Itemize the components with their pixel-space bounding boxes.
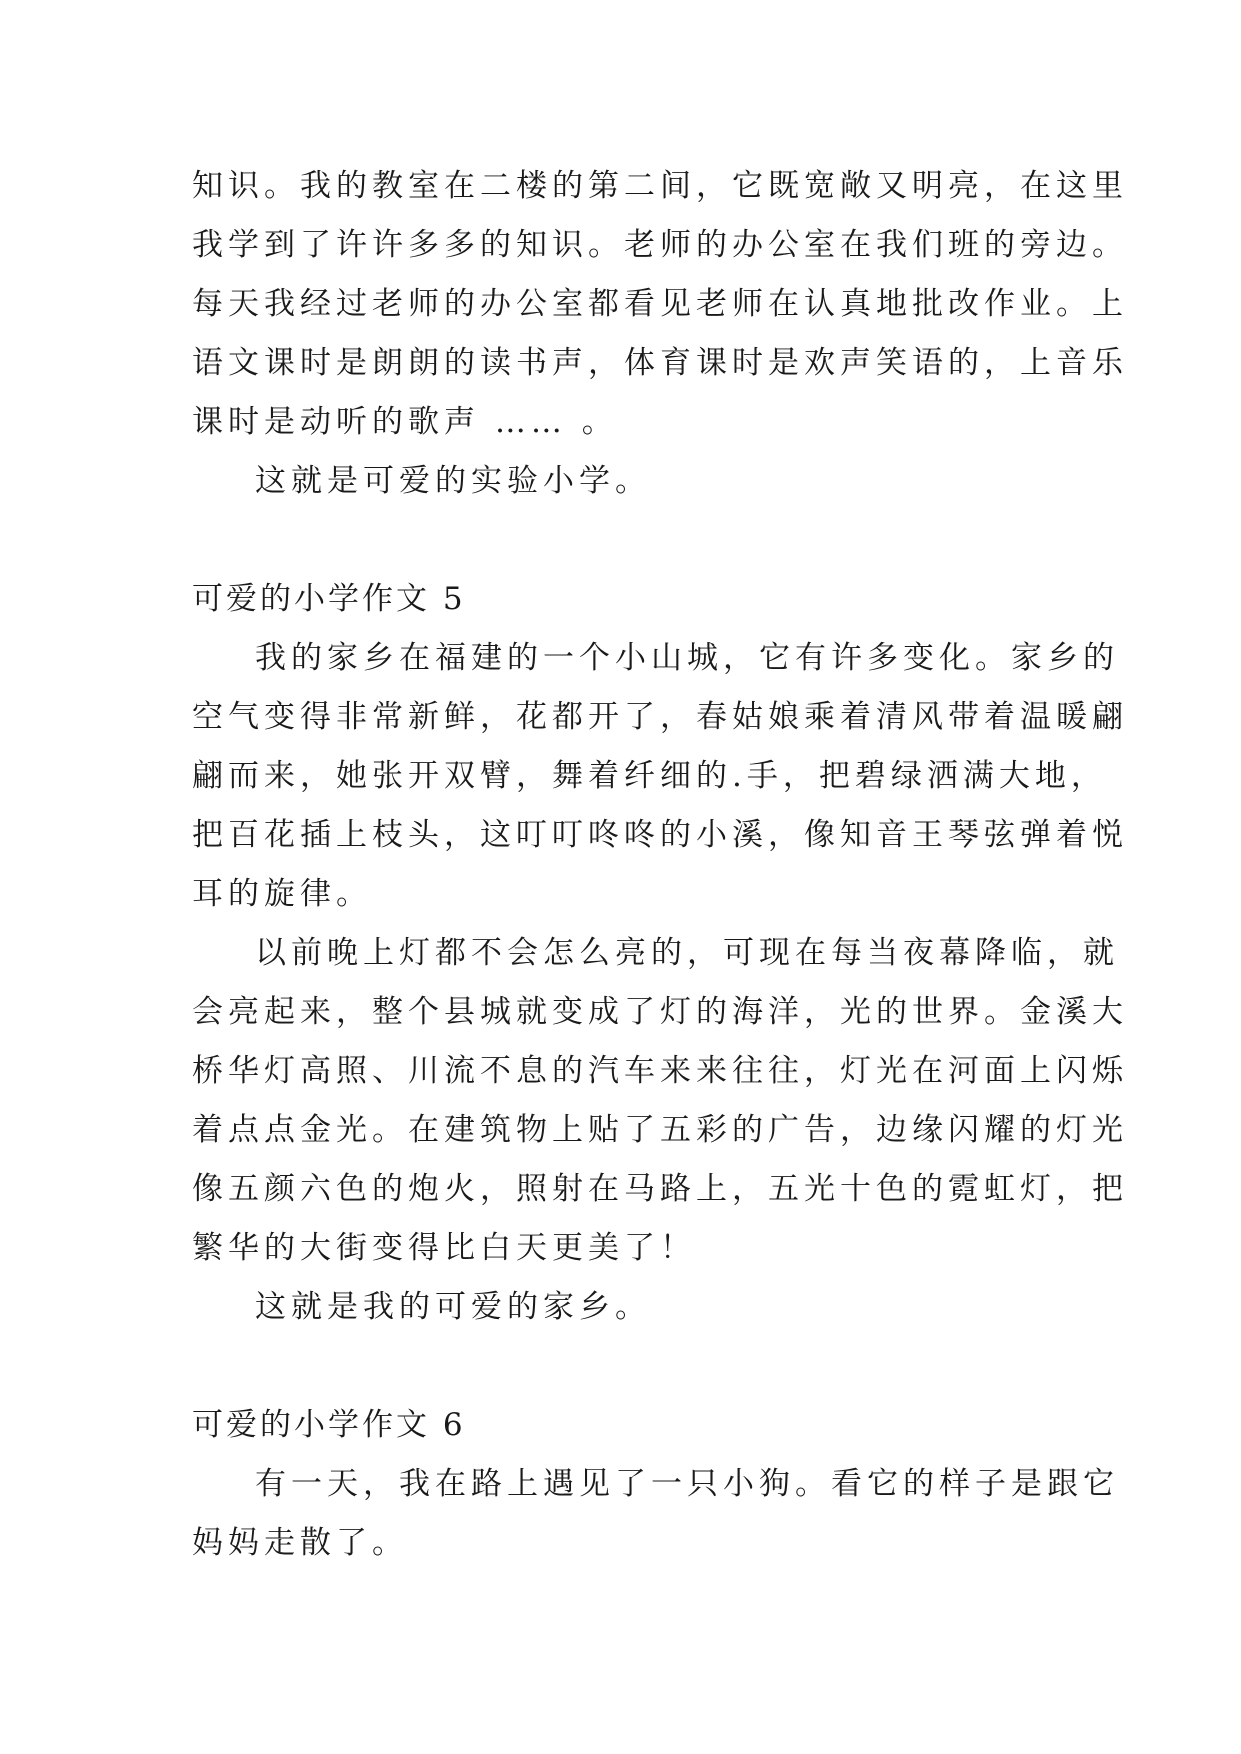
text-line: 每天我经过老师的办公室都看见老师在认真地批改作业。上 xyxy=(192,286,1128,322)
text-line: 课时是动听的歌声 …… 。 xyxy=(192,404,618,440)
text-line: 这就是可爱的实验小学。 xyxy=(255,463,651,499)
text-line: 我的家乡在福建的一个小山城，它有许多变化。家乡的 xyxy=(255,640,1119,676)
section-heading: 可爱的小学作文 6 xyxy=(192,1407,466,1443)
text-line: 有一天，我在路上遇见了一只小狗。看它的样子是跟它 xyxy=(255,1466,1119,1502)
text-line: 翩而来，她张开双臂，舞着纤细的.手，把碧绿洒满大地， xyxy=(192,758,1107,794)
text-line: 妈妈走散了。 xyxy=(192,1525,408,1561)
text-line: 这就是我的可爱的家乡。 xyxy=(255,1289,651,1325)
text-line: 空气变得非常新鲜，花都开了，春姑娘乘着清风带着温暖翩 xyxy=(192,699,1128,735)
text-line: 着点点金光。在建筑物上贴了五彩的广告，边缘闪耀的灯光 xyxy=(192,1112,1128,1148)
text-line: 耳的旋律。 xyxy=(192,876,372,912)
text-line: 我学到了许许多多的知识。老师的办公室在我们班的旁边。 xyxy=(192,227,1128,263)
text-line: 以前晚上灯都不会怎么亮的，可现在每当夜幕降临，就 xyxy=(255,935,1119,971)
text-line: 知识。我的教室在二楼的第二间，它既宽敞又明亮，在这里 xyxy=(192,168,1128,204)
text-line: 语文课时是朗朗的读书声，体育课时是欢声笑语的，上音乐 xyxy=(192,345,1128,381)
section-heading: 可爱的小学作文 5 xyxy=(192,581,466,617)
text-line: 会亮起来，整个县城就变成了灯的海洋，光的世界。金溪大 xyxy=(192,994,1128,1030)
text-line: 把百花插上枝头，这叮叮咚咚的小溪，像知音王琴弦弹着悦 xyxy=(192,817,1128,853)
text-line: 桥华灯高照、川流不息的汽车来来往往，灯光在河面上闪烁 xyxy=(192,1053,1128,1089)
text-line: 繁华的大街变得比白天更美了！ xyxy=(192,1230,696,1266)
text-line: 像五颜六色的炮火，照射在马路上，五光十色的霓虹灯，把 xyxy=(192,1171,1128,1207)
